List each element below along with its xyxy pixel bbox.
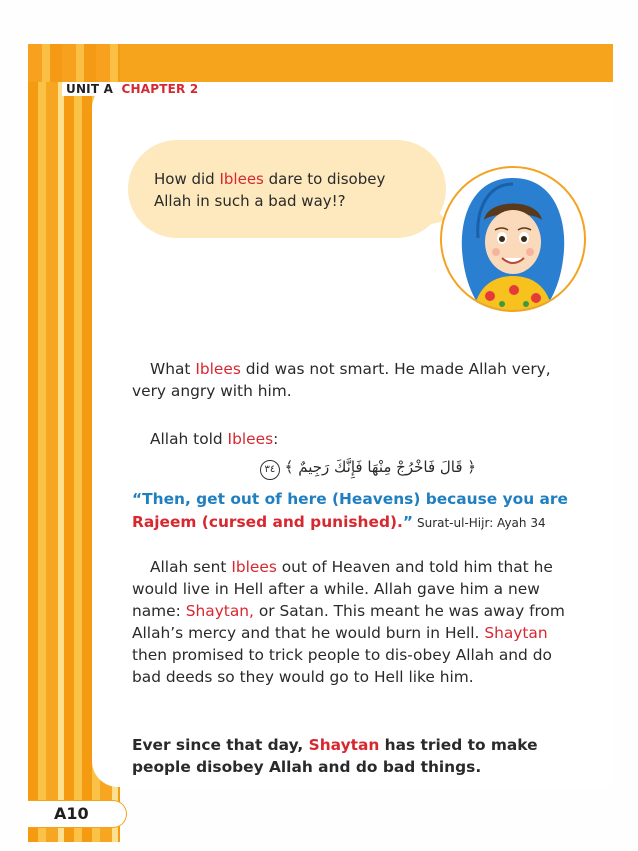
girl-avatar-illustration: [440, 166, 586, 312]
quran-verse-arabic: ﴿ قَالَ فَاخْرُجْ مِنْهَا فَإِنَّكَ رَجِيمٌ ﴾ ٣٤: [250, 458, 486, 482]
paragraph-iblees-not-smart: What Iblees did was not smart. He made Allah very, very angry with him.: [132, 360, 551, 400]
paragraph-ever-since: Ever since that day, Shaytan has tried to make people disobey Allah and do bad things.: [132, 736, 538, 776]
verse-reference: Surat-ul-Hijr: Ayah 34: [416, 516, 546, 530]
verse-number-marker: ٣٤: [260, 460, 280, 480]
top-decorative-band: [28, 44, 613, 82]
paragraph-allah-told-iblees: Allah told Iblees:: [150, 430, 279, 448]
chapter-label: CHAPTER 2: [121, 82, 199, 96]
unit-chapter-label: [62, 82, 202, 96]
paragraph-iblees-sent-out: Allah sent Iblees out of Heaven and told him that he would live in Hell after a while. Allah gave him a new name: Shaytan, or Satan. This meant he was away from Allah’s mercy and that he would burn in Hell. Shaytan then promised to trick people to dis-obey Allah and do bad deeds so they would go to Hell like him.: [132, 558, 565, 686]
unit-label: UNIT A: [66, 82, 114, 96]
page-number: A10: [54, 804, 89, 823]
speech-bubble-text: How did Iblees dare to disobey Allah in such a bad way!?: [154, 170, 386, 210]
highlight-iblees: Iblees: [219, 170, 264, 188]
page-number-tab: [28, 800, 127, 828]
verse-translation: “Then, get out of here (Heavens) because you are Rajeem (cursed and punished).” Surat-ul-Hijr: Ayah 34: [132, 490, 568, 531]
